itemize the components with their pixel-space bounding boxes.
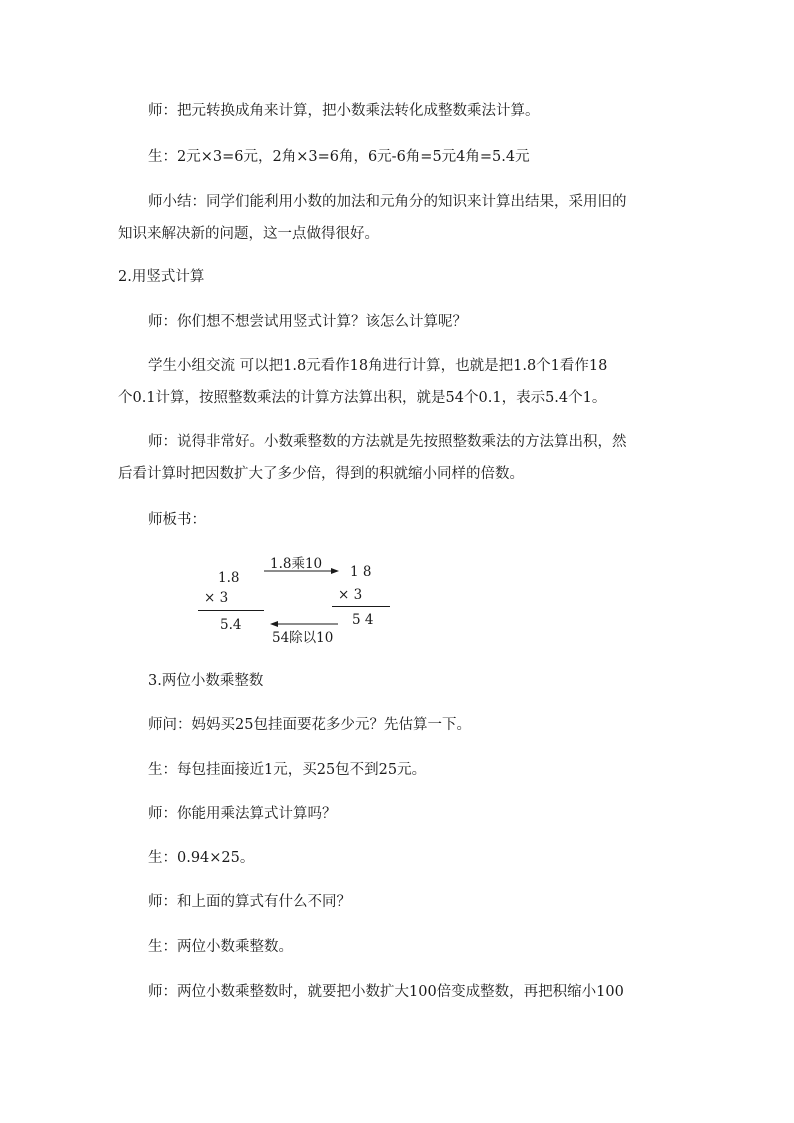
paragraph-line: 师：两位小数乘整数时，就要把小数扩大100倍变成整数，再把积缩小100 [148,984,624,1000]
paragraph-line: 学生小组交流 可以把1.8元看作18角进行计算，也就是把1.8个1看作18 [148,358,608,374]
paragraph-line: 师：把元转换成角来计算，把小数乘法转化成整数乘法计算。 [148,103,540,119]
paragraph-line: 师问：妈妈买25包挂面要花多少元？先估算一下。 [148,717,471,733]
paragraph-line: 生：每包挂面接近1元，买25包不到25元。 [148,762,427,778]
paragraph-line: 师小结：同学们能利用小数的加法和元角分的知识来计算出结果，采用旧的 [148,194,627,210]
paragraph-line: 师：说得非常好。小数乘整数的方法就是先按照整数乘法的方法算出积，然 [148,434,627,450]
paragraph-line: 师：你能用乘法算式计算吗？ [148,806,337,822]
top-arrow-label: 1.8乘10 [270,556,323,572]
paragraph-line: 个0.1计算，按照整数乘法的计算方法算出积，就是54个0.1，表示5.4个1。 [118,390,607,406]
left-arrow-icon [270,621,338,627]
paragraph-line: 师：你们想不想尝试用竖式计算？该怎么计算呢？ [148,314,467,330]
section-heading: 2.用竖式计算 [118,269,205,285]
paragraph-line: 知识来解决新的问题，这一点做得很好。 [118,226,379,242]
paragraph-line: 师板书： [148,512,206,528]
paragraph-line: 生：0.94×25。 [148,850,255,866]
left-product: 5.4 [220,617,242,633]
left-factor: 1.8 [218,570,240,586]
right-product: 5 4 [352,612,374,628]
paragraph-line: 生：两位小数乘整数。 [148,939,293,955]
left-multiplier: × 3 [204,590,229,606]
right-arrow-icon [264,568,339,574]
right-factor: 1 8 [350,564,372,580]
paragraph-line: 师：和上面的算式有什么不同？ [148,894,351,910]
right-multiplier: × 3 [338,587,363,603]
paragraph-line: 生：2元×3=6元，2角×3=6角，6元-6角=5元4角=5.4元 [148,149,530,165]
section-heading: 3.两位小数乘整数 [148,673,264,689]
bottom-arrow-label: 54除以10 [272,630,334,646]
paragraph-line: 后看计算时把因数扩大了多少倍，得到的积就缩小同样的倍数。 [118,466,524,482]
